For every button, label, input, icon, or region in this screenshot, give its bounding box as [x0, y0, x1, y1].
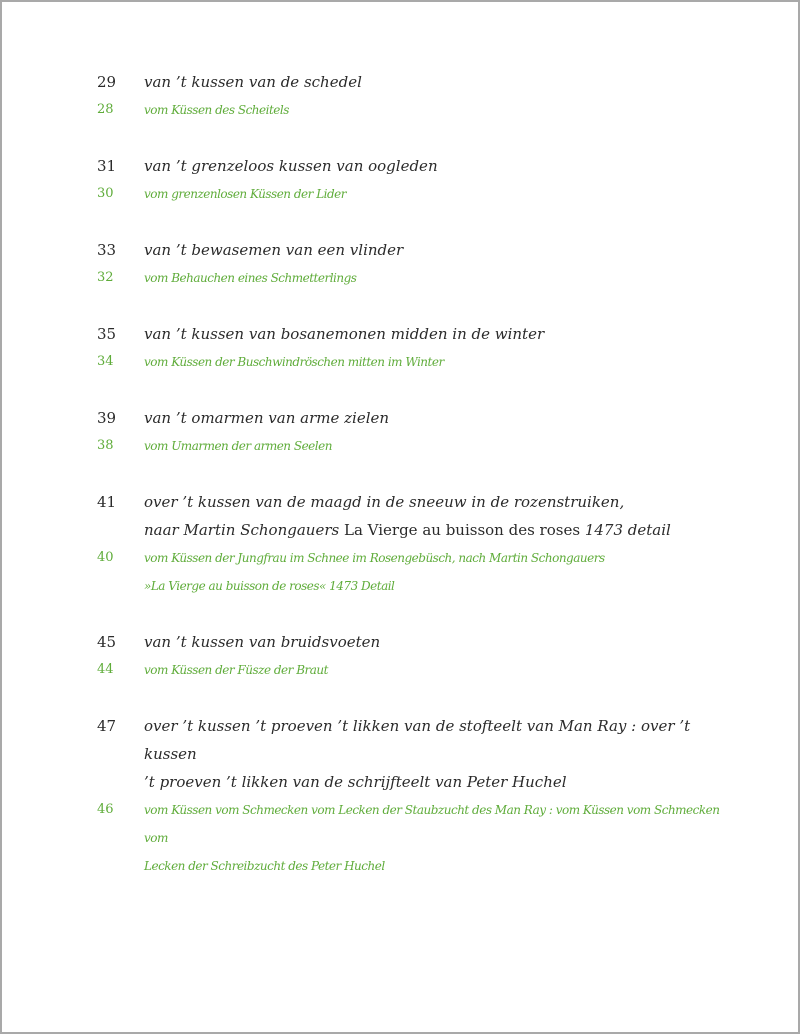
german-page-number: 32 [97, 270, 114, 285]
dutch-title-row [2, 236, 798, 264]
german-title-row [2, 432, 798, 460]
german-page-number: 38 [97, 438, 114, 453]
dutch-title: van ’t kussen van bosanemonen midden in de winter [144, 325, 545, 343]
dutch-title-row [2, 68, 798, 96]
dutch-title-row [2, 712, 798, 768]
german-title-continuation: Lecken der Schreibzucht des Peter Huchel [144, 859, 385, 873]
german-title: vom Behauchen eines Schmetterlings [144, 271, 357, 285]
german-page-number: 44 [97, 662, 114, 677]
toc-entry [2, 152, 798, 208]
german-title: vom Küssen der Jungfrau im Schnee im Rosengebüsch, nach Martin Schongauers [144, 551, 605, 565]
dutch-page-number: 35 [97, 325, 117, 343]
artwork-title: La Vierge au buisson des roses [343, 521, 581, 539]
dutch-title-row [2, 320, 798, 348]
dutch-page-number: 47 [97, 717, 117, 735]
dutch-title-row [2, 404, 798, 432]
artwork-detail: 1473 detail [584, 521, 671, 539]
toc-entry [2, 488, 798, 600]
dutch-page-number: 33 [97, 241, 117, 259]
dutch-title-continuation-row [2, 768, 798, 796]
german-title: vom grenzenlosen Küssen der Lider [144, 187, 347, 201]
german-title-row [2, 796, 798, 852]
german-title-row [2, 264, 798, 292]
dutch-page-number: 41 [97, 493, 117, 511]
german-title-row [2, 656, 798, 684]
artist-reference: naar Martin Schongauers [144, 521, 340, 539]
dutch-title: van ’t kussen van bruidsvoeten [144, 633, 381, 651]
dutch-page-number: 39 [97, 409, 117, 427]
toc-entry [2, 236, 798, 292]
dutch-page-number: 31 [97, 157, 117, 175]
dutch-title: van ’t bewasemen van een vlinder [144, 241, 404, 259]
dutch-page-number: 29 [97, 73, 117, 91]
german-page-number: 46 [97, 802, 114, 817]
german-title: vom Umarmen der armen Seelen [144, 439, 332, 453]
dutch-title-continuation: ’t proeven ’t likken van de schrijfteelt van Peter Huchel [144, 773, 567, 791]
german-title: vom Küssen vom Schmecken vom Lecken der Staubzucht des Man Ray : vom Küssen vom Schmecken vom [144, 803, 720, 845]
german-title: vom Küssen des Scheitels [144, 103, 289, 117]
dutch-title: over ’t kussen van de maagd in de sneeuw in de rozenstruiken, [144, 493, 625, 511]
german-page-number: 30 [97, 186, 114, 201]
german-page-number: 28 [97, 102, 114, 117]
dutch-title-continuation-row [2, 516, 798, 544]
german-title-row [2, 348, 798, 376]
german-title-continuation-row [2, 852, 798, 880]
german-page-number: 34 [97, 354, 114, 369]
toc-entry [2, 68, 798, 124]
german-title: vom Küssen der Füsze der Braut [144, 663, 328, 677]
dutch-title-row [2, 488, 798, 516]
dutch-title-row [2, 152, 798, 180]
toc-entry [2, 404, 798, 460]
german-title-continuation-row [2, 572, 798, 600]
german-title-row [2, 544, 798, 572]
german-page-number: 40 [97, 550, 114, 565]
toc-entry [2, 320, 798, 376]
german-title-row [2, 180, 798, 208]
toc-entry [2, 628, 798, 684]
german-title-row [2, 96, 798, 124]
toc-entry [2, 712, 798, 880]
dutch-title-continuation [144, 516, 738, 544]
german-title-continuation: »La Vierge au buisson de roses« 1473 Detail [144, 579, 395, 593]
german-title: vom Küssen der Buschwindröschen mitten im Winter [144, 355, 444, 369]
dutch-title: van ’t kussen van de schedel [144, 73, 362, 91]
dutch-title: van ’t omarmen van arme zielen [144, 409, 390, 427]
table-of-contents [2, 68, 798, 908]
dutch-title: van ’t grenzeloos kussen van oogleden [144, 157, 438, 175]
dutch-page-number: 45 [97, 633, 117, 651]
dutch-title: over ’t kussen ’t proeven ’t likken van de stofteelt van Man Ray : over ’t kussen [144, 717, 691, 763]
dutch-title-row [2, 628, 798, 656]
